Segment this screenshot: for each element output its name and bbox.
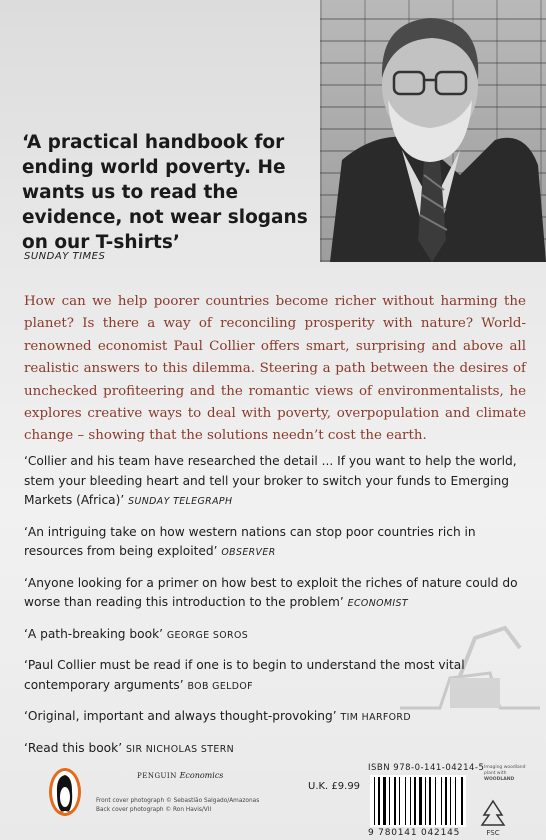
review-item <box>24 656 534 696</box>
review-source: ECONOMIST <box>347 598 409 609</box>
review-text: ‘Collier and his team have researched the detail ... If you want to help the world, stem your bleeding heart and tell your broker to switch your funds to Emerging Markets (Africa)’ <box>24 454 517 507</box>
imprint-series: Economics <box>179 771 224 780</box>
woodland-badge <box>484 765 532 783</box>
woodland-brand: WOODLAND <box>484 777 515 782</box>
woodland-text: Imaging woodland plant with <box>484 765 526 776</box>
reviews-list <box>24 452 534 770</box>
featured-quote: ‘A practical handbook for ending world poverty. He wants us to read the evidence, not wear slogans on our T-shirts’ <box>22 132 308 253</box>
review-text: ‘Paul Collier must be read if one is to begin to understand the most vital contemporary arguments’ <box>24 658 465 692</box>
credit-back: Back cover photograph © Ron Havis/VII <box>96 807 212 813</box>
review-text: ‘An intriguing take on how western nations can stop poor countries rich in resources from being exploited’ <box>24 524 476 558</box>
penguin-logo-icon <box>48 767 82 817</box>
review-source: GEORGE SOROS <box>166 629 249 641</box>
review-text: ‘Original, important and always thought-provoking’ <box>24 709 337 723</box>
cover-footer <box>0 745 546 840</box>
review-source: OBSERVER <box>221 547 276 558</box>
photo-credits <box>96 797 259 815</box>
imprint-brand: PENGUIN <box>137 772 177 780</box>
review-text: ‘Read this book’ <box>24 740 123 755</box>
review-item <box>24 707 534 728</box>
isbn-label: ISBN 978-0-141-04214-5 <box>368 763 485 773</box>
price: U.K. £9.99 <box>308 781 361 792</box>
review-item <box>24 574 534 614</box>
review-item <box>24 523 534 563</box>
barcode-number: 9 780141 042145 <box>368 828 461 838</box>
review-text: ‘A path-breaking book’ <box>24 626 163 641</box>
review-item <box>24 452 534 512</box>
review-source: SIR NICHOLAS STERN <box>125 743 235 755</box>
fsc-logo-icon <box>476 797 510 837</box>
book-blurb: How can we help poorer countries become richer without harming the planet? Is there a way of reconciling prosperity with nature? World-renowned economist Paul Collier offers smart, surprising and above all realistic answers to this dilemma. Steering a path between the desires of unchecked profiteering and the romantic views of environmentalists, he explores creative ways to deal with poverty, overpopulation and climate change – showing that the solutions needn’t cost the earth. <box>24 294 526 444</box>
featured-quote-source: SUNDAY TIMES <box>24 251 106 262</box>
fsc-label: FSC <box>486 829 500 837</box>
barcode-icon <box>370 775 466 827</box>
review-source: TIM HARFORD <box>340 712 411 723</box>
credit-front: Front cover photograph © Sebastião Salgado/Amazonas <box>96 798 260 804</box>
review-item <box>24 625 534 646</box>
review-source: BOB GELDOF <box>187 680 253 692</box>
author-photo <box>320 0 546 262</box>
imprint-label <box>137 771 223 780</box>
review-source: SUNDAY TELEGRAPH <box>128 496 233 507</box>
review-text: ‘Anyone looking for a primer on how best to exploit the riches of nature could do worse than reading this introduction to the problem’ <box>24 575 518 609</box>
